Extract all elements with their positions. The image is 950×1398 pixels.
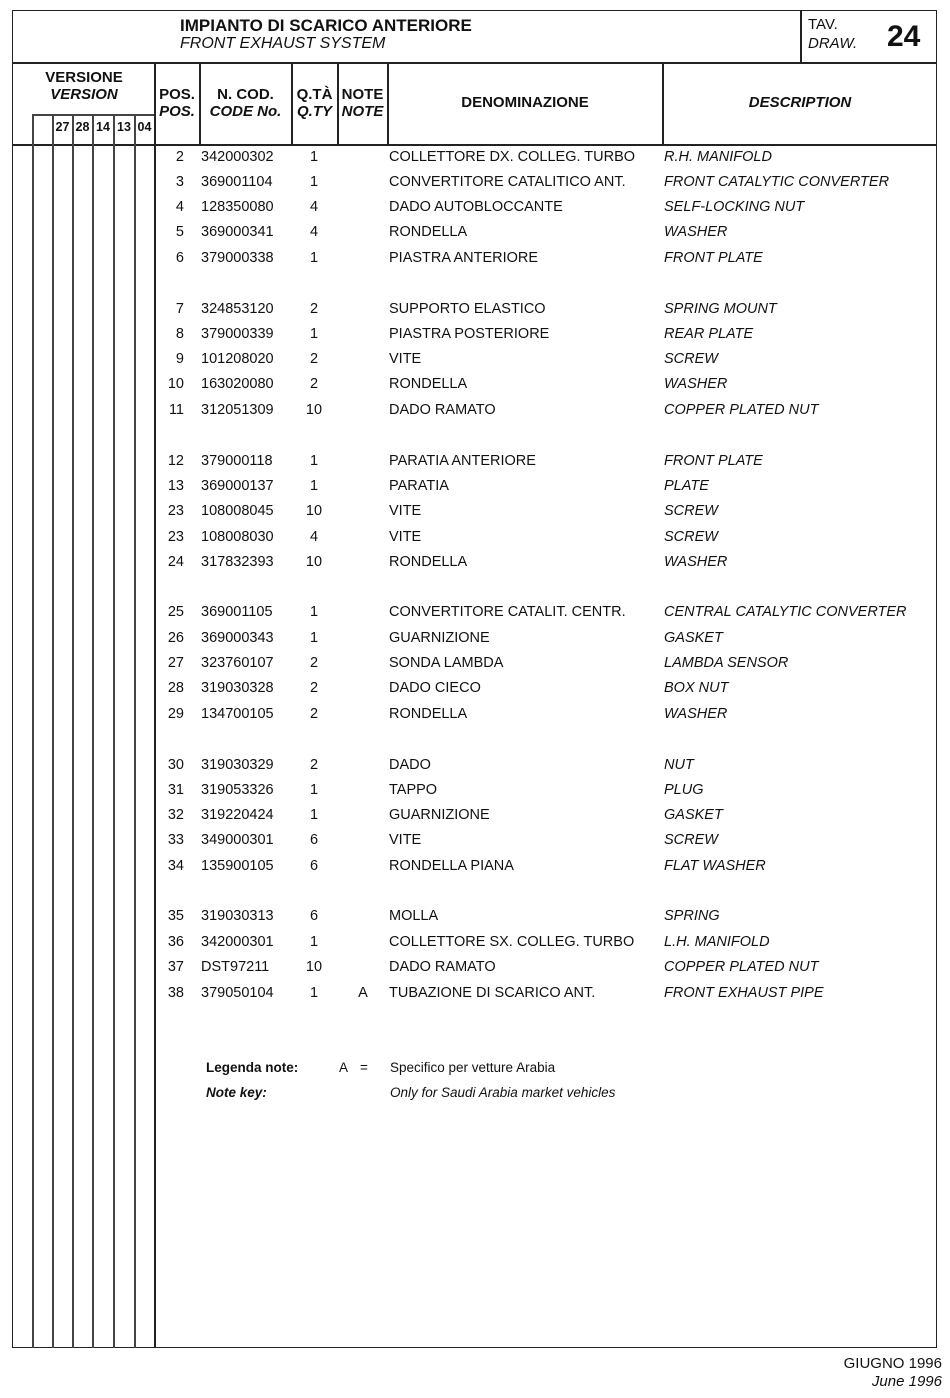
tav-box-border xyxy=(800,10,802,63)
cell-desc: FRONT PLATE xyxy=(664,250,763,266)
cell-desc: BOX NUT xyxy=(664,680,729,696)
cell-qty: 1 xyxy=(309,630,319,646)
cell-code: 369001105 xyxy=(201,604,273,620)
page-title: IMPIANTO DI SCARICO ANTERIORE xyxy=(180,16,472,35)
cell-den: CONVERTITORE CATALIT. CENTR. xyxy=(389,604,626,620)
cell-den: MOLLA xyxy=(389,908,439,924)
tav-label: TAV. xyxy=(808,16,838,33)
cell-desc: R.H. MANIFOLD xyxy=(664,149,772,165)
version-col-line xyxy=(113,114,115,1348)
cell-qty: 2 xyxy=(309,351,319,367)
cell-den: VITE xyxy=(389,503,422,519)
version-col-line xyxy=(32,114,34,1348)
cell-note: A xyxy=(358,985,368,1001)
cell-pos: 3 xyxy=(175,174,184,190)
cell-code: 342000301 xyxy=(201,934,274,950)
cell-code: 135900105 xyxy=(201,858,274,874)
cell-qty: 2 xyxy=(309,655,319,671)
cell-qty: 10 xyxy=(305,503,323,519)
cell-qty: 1 xyxy=(309,934,319,950)
cell-pos: 29 xyxy=(167,706,184,722)
cell-pos: 2 xyxy=(175,149,184,165)
cell-code: 319220424 xyxy=(201,807,274,823)
version-col-line xyxy=(134,114,136,1348)
legend-label: Legenda note: xyxy=(206,1060,299,1075)
pos-header-english: POS. xyxy=(159,103,195,120)
cell-den: DADO xyxy=(389,757,431,773)
cell-desc: COPPER PLATED NUT xyxy=(664,402,819,418)
cell-desc: FLAT WASHER xyxy=(664,858,766,874)
cell-pos: 13 xyxy=(167,478,184,494)
code-header: N. COD. xyxy=(217,86,274,103)
cell-den: GUARNIZIONE xyxy=(389,630,490,646)
cell-qty: 2 xyxy=(309,706,319,722)
cell-desc: GASKET xyxy=(664,807,723,823)
footer-date-english: June 1996 xyxy=(871,1373,942,1390)
cell-den: SONDA LAMBDA xyxy=(389,655,504,671)
version-col-line xyxy=(72,114,74,1348)
version-code: 04 xyxy=(137,120,152,134)
cell-desc: SCREW xyxy=(664,832,718,848)
version-code: 27 xyxy=(55,120,70,134)
column-header-divider xyxy=(12,144,937,146)
cell-qty: 1 xyxy=(309,326,319,342)
cell-qty: 1 xyxy=(309,478,319,494)
header-divider xyxy=(12,62,937,64)
cell-code: 349000301 xyxy=(201,832,274,848)
cell-qty: 1 xyxy=(309,604,319,620)
cell-pos: 33 xyxy=(167,832,184,848)
cell-desc: NUT xyxy=(664,757,694,773)
cell-den: DADO AUTOBLOCCANTE xyxy=(389,199,563,215)
cell-den: GUARNIZIONE xyxy=(389,807,490,823)
cell-qty: 1 xyxy=(309,807,319,823)
cell-desc: SELF-LOCKING NUT xyxy=(664,199,805,215)
cell-qty: 2 xyxy=(309,757,319,773)
cell-pos: 26 xyxy=(167,630,184,646)
qty-header-english: Q.TY xyxy=(296,103,332,120)
cell-pos: 35 xyxy=(167,908,184,924)
cell-code: 108008045 xyxy=(201,503,274,519)
cell-qty: 10 xyxy=(305,554,323,570)
cell-code: 324853120 xyxy=(201,301,274,317)
cell-desc: SPRING MOUNT xyxy=(664,301,777,317)
note-header: NOTE xyxy=(341,86,384,103)
version-code: 13 xyxy=(117,120,131,134)
cell-qty: 1 xyxy=(309,250,319,266)
draw-label: DRAW. xyxy=(808,35,858,52)
cell-desc: WASHER xyxy=(664,224,728,240)
cell-qty: 1 xyxy=(309,985,319,1001)
version-code: 28 xyxy=(75,120,90,134)
cell-den: CONVERTITORE CATALITICO ANT. xyxy=(389,174,626,190)
cell-pos: 27 xyxy=(167,655,184,671)
cell-pos: 25 xyxy=(167,604,184,620)
cell-desc: WASHER xyxy=(664,554,728,570)
version-col-line xyxy=(92,114,94,1348)
cell-code: 379000338 xyxy=(201,250,274,266)
cell-qty: 1 xyxy=(309,149,319,165)
cell-qty: 6 xyxy=(309,858,319,874)
version-header: VERSIONE xyxy=(45,69,123,86)
cell-den: DADO CIECO xyxy=(389,680,481,696)
cell-code: 101208020 xyxy=(201,351,274,367)
cell-code: 379000339 xyxy=(201,326,274,342)
cell-code: 369000341 xyxy=(201,224,274,240)
cell-desc: SPRING xyxy=(664,908,720,924)
cell-code: 379000118 xyxy=(201,453,273,469)
cell-code: 369000343 xyxy=(201,630,274,646)
description-header: DESCRIPTION xyxy=(748,94,852,111)
cell-pos: 23 xyxy=(167,529,184,545)
cell-den: RONDELLA xyxy=(389,224,468,240)
cell-den: COLLETTORE SX. COLLEG. TURBO xyxy=(389,934,635,950)
cell-desc: PLATE xyxy=(664,478,709,494)
cell-den: DADO RAMATO xyxy=(389,959,496,975)
cell-den: VITE xyxy=(389,351,422,367)
cell-desc: LAMBDA SENSOR xyxy=(664,655,789,671)
cell-desc: SCREW xyxy=(664,503,718,519)
cell-pos: 32 xyxy=(167,807,184,823)
cell-desc: FRONT EXHAUST PIPE xyxy=(664,985,824,1001)
cell-pos: 24 xyxy=(167,554,184,570)
cell-qty: 6 xyxy=(309,908,319,924)
cell-qty: 10 xyxy=(305,402,323,418)
legend-text-english: Only for Saudi Arabia market vehicles xyxy=(390,1085,616,1100)
cell-qty: 2 xyxy=(309,376,319,392)
legend-text: Specifico per vetture Arabia xyxy=(390,1060,556,1075)
cell-pos: 9 xyxy=(175,351,184,367)
cell-code: 108008030 xyxy=(201,529,274,545)
cell-qty: 2 xyxy=(309,680,319,696)
denominazione-header: DENOMINAZIONE xyxy=(461,94,589,111)
note-header-english: NOTE xyxy=(341,103,384,120)
code-header-english: CODE No. xyxy=(209,103,282,120)
cell-den: PARATIA ANTERIORE xyxy=(389,453,536,469)
cell-code: 379050104 xyxy=(201,985,274,1001)
cell-den: TAPPO xyxy=(389,782,438,798)
legend-key: A xyxy=(339,1060,349,1075)
cell-code: 128350080 xyxy=(201,199,274,215)
cell-den: COLLETTORE DX. COLLEG. TURBO xyxy=(389,149,636,165)
cell-qty: 4 xyxy=(309,529,319,545)
cell-desc: PLUG xyxy=(664,782,704,798)
qty-header: Q.TÀ xyxy=(296,86,333,103)
cell-qty: 1 xyxy=(309,174,319,190)
cell-code: 319053326 xyxy=(201,782,274,798)
cell-qty: 4 xyxy=(309,199,319,215)
cell-desc: FRONT PLATE xyxy=(664,453,763,469)
cell-desc: L.H. MANIFOLD xyxy=(664,934,770,950)
cell-desc: COPPER PLATED NUT xyxy=(664,959,819,975)
cell-pos: 30 xyxy=(167,757,184,773)
cell-code: 369000137 xyxy=(201,478,274,494)
cell-qty: 6 xyxy=(309,832,319,848)
cell-pos: 6 xyxy=(175,250,184,266)
version-code: 14 xyxy=(96,120,110,134)
cell-qty: 10 xyxy=(305,959,323,975)
cell-pos: 12 xyxy=(167,453,184,469)
cell-den: RONDELLA PIANA xyxy=(389,858,514,874)
cell-pos: 5 xyxy=(175,224,184,240)
cell-code: 312051309 xyxy=(201,402,274,418)
cell-pos: 23 xyxy=(167,503,184,519)
cell-qty: 1 xyxy=(309,453,319,469)
cell-den: TUBAZIONE DI SCARICO ANT. xyxy=(389,985,596,1001)
cell-pos: 10 xyxy=(167,376,184,392)
version-header-english: VERSION xyxy=(50,86,118,103)
cell-den: VITE xyxy=(389,832,422,848)
cell-pos: 38 xyxy=(167,985,184,1001)
cell-code: 369001104 xyxy=(201,174,273,190)
cell-den: RONDELLA xyxy=(389,376,468,392)
cell-desc: SCREW xyxy=(664,351,718,367)
cell-code: 319030313 xyxy=(201,908,274,924)
cell-code: DST97211 xyxy=(201,959,270,975)
cell-code: 323760107 xyxy=(201,655,274,671)
cell-qty: 1 xyxy=(309,782,319,798)
cell-desc: CENTRAL CATALYTIC CONVERTER xyxy=(664,604,907,620)
cell-den: PARATIA xyxy=(389,478,449,494)
cell-den: PIASTRA POSTERIORE xyxy=(389,326,550,342)
legend-label-english: Note key: xyxy=(206,1085,267,1100)
cell-desc: REAR PLATE xyxy=(664,326,754,342)
cell-code: 342000302 xyxy=(201,149,274,165)
cell-code: 134700105 xyxy=(201,706,274,722)
cell-qty: 4 xyxy=(309,224,319,240)
cell-den: RONDELLA xyxy=(389,706,468,722)
cell-code: 319030329 xyxy=(201,757,274,773)
version-col-line xyxy=(52,114,54,1348)
footer-date: GIUGNO 1996 xyxy=(843,1355,942,1372)
cell-pos: 28 xyxy=(167,680,184,696)
cell-desc: GASKET xyxy=(664,630,723,646)
cell-den: SUPPORTO ELASTICO xyxy=(389,301,546,317)
cell-pos: 4 xyxy=(175,199,184,215)
cell-desc: SCREW xyxy=(664,529,718,545)
cell-pos: 36 xyxy=(167,934,184,950)
cell-pos: 11 xyxy=(168,402,184,418)
pos-header: POS. xyxy=(159,86,195,103)
cell-pos: 34 xyxy=(167,858,184,874)
cell-code: 163020080 xyxy=(201,376,274,392)
cell-den: VITE xyxy=(389,529,422,545)
cell-pos: 37 xyxy=(167,959,184,975)
cell-pos: 8 xyxy=(175,326,184,342)
cell-pos: 31 xyxy=(167,782,184,798)
cell-qty: 2 xyxy=(309,301,319,317)
cell-desc: WASHER xyxy=(664,376,728,392)
cell-pos: 7 xyxy=(175,301,184,317)
legend-equals: = xyxy=(360,1060,368,1075)
cell-den: DADO RAMATO xyxy=(389,402,496,418)
page-title-english: FRONT EXHAUST SYSTEM xyxy=(180,35,386,52)
cell-den: PIASTRA ANTERIORE xyxy=(389,250,539,266)
cell-code: 317832393 xyxy=(201,554,274,570)
cell-code: 319030328 xyxy=(201,680,274,696)
cell-desc: FRONT CATALYTIC CONVERTER xyxy=(664,174,890,190)
drawing-number: 24 xyxy=(887,20,921,53)
cell-desc: WASHER xyxy=(664,706,728,722)
cell-den: RONDELLA xyxy=(389,554,468,570)
